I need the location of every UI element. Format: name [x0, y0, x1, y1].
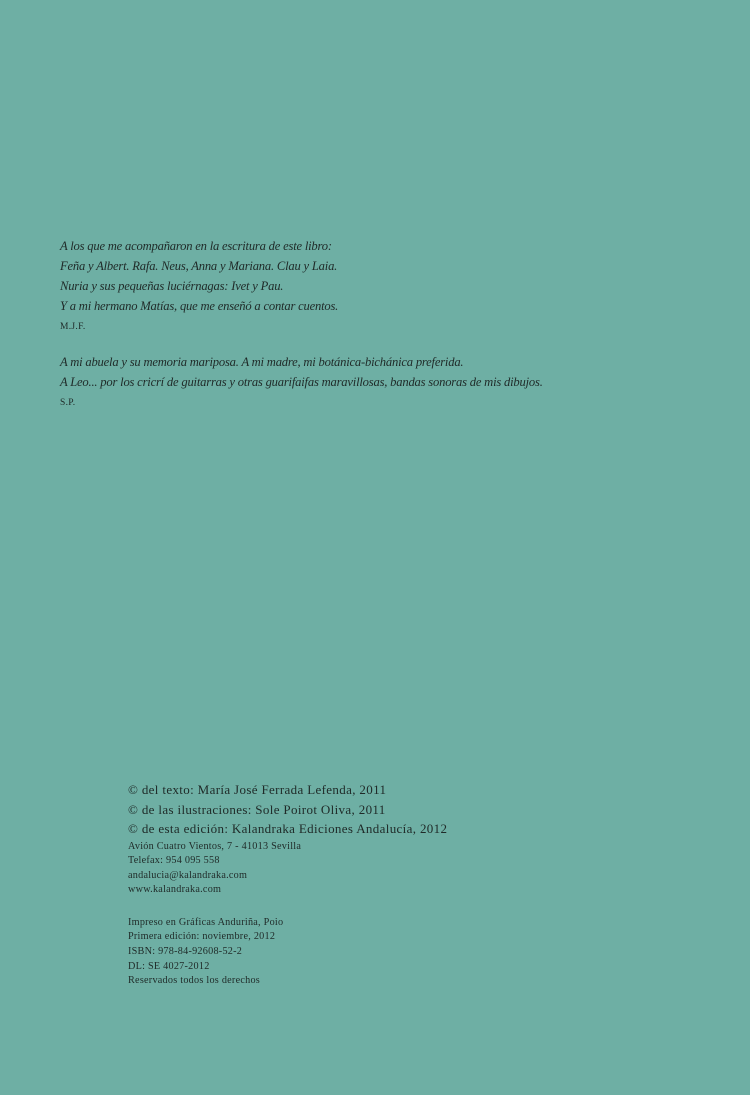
publisher-website: www.kalandraka.com	[128, 884, 222, 896]
dedication-signature: S.P.	[60, 398, 76, 408]
rights-reserved: Reservados todos los derechos	[128, 975, 261, 987]
isbn: ISBN: 978-84-92608-52-2	[128, 946, 243, 958]
dedication-line: Feña y Albert. Rafa. Neus, Anna y Mariana. Clau y Laia.	[60, 259, 338, 273]
dedication-illustrator	[60, 352, 720, 410]
credits-section	[128, 780, 688, 989]
printing-info-block	[128, 916, 688, 989]
publisher-phone: Telefax: 954 095 558	[128, 855, 220, 867]
dedication-line: Nuria y sus pequeñas luciérnagas: Ivet y Pau.	[60, 279, 284, 293]
copyright-illustrations: © de las ilustraciones: Sole Poirot Oliva, 2011	[128, 801, 386, 817]
publisher-address: Avión Cuatro Vientos, 7 - 41013 Sevilla	[128, 840, 302, 852]
dedication-line: A mi abuela y su memoria mariposa. A mi madre, mi botánica-bichánica preferida.	[60, 355, 464, 369]
copyright-text: © del texto: María José Ferrada Lefenda, 2011	[128, 782, 387, 797]
dedication-line: A los que me acompañaron en la escritura de este libro:	[60, 239, 332, 253]
dedication-author	[60, 236, 720, 334]
dedication-signature: M.J.F.	[60, 322, 86, 332]
edition-date: Primera edición: noviembre, 2012	[128, 931, 276, 943]
dedications-section	[60, 236, 720, 428]
publisher-address-block	[128, 840, 688, 898]
dedication-line: A Leo... por los cricrí de guitarras y otras guarifaifas maravillosas, bandas sonoras de mis dibujos.	[60, 375, 543, 389]
legal-deposit: DL: SE 4027-2012	[128, 960, 210, 972]
copyright-edition: © de esta edición: Kalandraka Ediciones Andalucía, 2012	[128, 821, 448, 836]
dedication-line: Y a mi hermano Matías, que me enseñó a contar cuentos.	[60, 299, 339, 313]
publisher-email: andalucia@kalandraka.com	[128, 869, 248, 881]
printer: Impreso en Gráficas Anduriña, Poio	[128, 916, 284, 928]
